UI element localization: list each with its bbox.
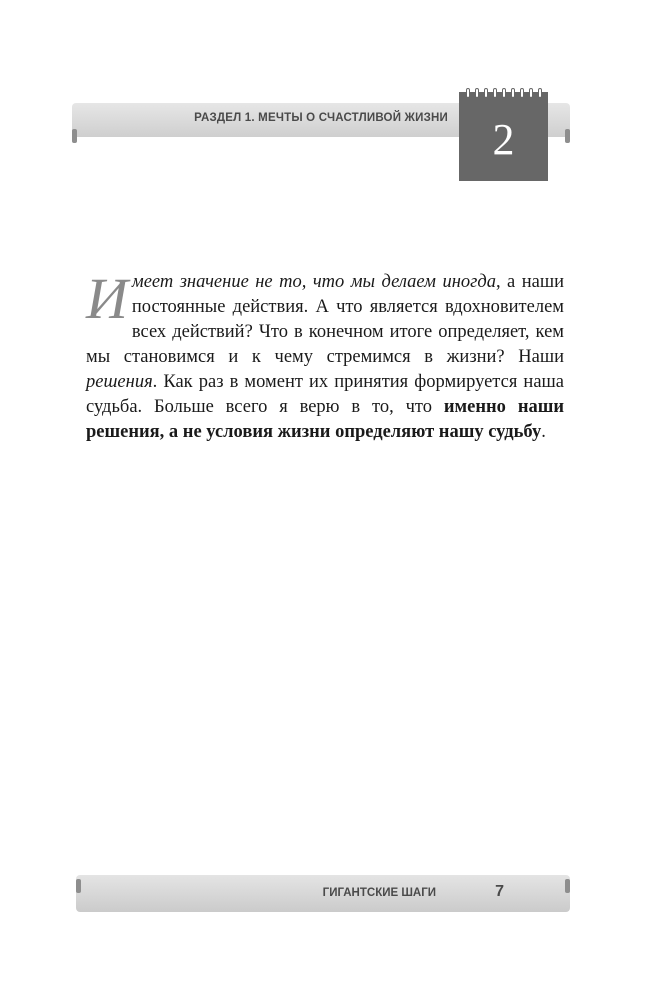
book-title: ГИГАНТСКИЕ ШАГИ xyxy=(322,887,436,899)
running-footer xyxy=(76,875,570,912)
page-number: 7 xyxy=(495,883,504,900)
drop-cap: И xyxy=(86,266,128,331)
italic-word: решения xyxy=(86,372,153,392)
italic-phrase: меет значение не то, что мы делаем иногда xyxy=(131,272,496,292)
bold-phrase: именно наши решения, а не условия жизни определяют нашу судьбу xyxy=(86,397,564,442)
section-title: РАЗДЕЛ 1. МЕЧТЫ О СЧАСТЛИВОЙ ЖИЗНИ xyxy=(194,112,448,124)
body-paragraph xyxy=(86,266,564,445)
spiral-binding-icon xyxy=(459,88,548,98)
text-run: . xyxy=(541,422,546,442)
chapter-tab xyxy=(459,92,548,181)
chapter-number: 2 xyxy=(492,114,515,164)
text-run: , а наши постоянные действия. А что является вдохновителем всех действий? Что в конечном итоге определяет, кем мы становимся и к чему стремимся в жизни? Наши xyxy=(86,272,564,367)
text-run: . Как раз в момент их принятия формируется наша судьба. Больше всего я верю в то, что xyxy=(86,372,564,417)
